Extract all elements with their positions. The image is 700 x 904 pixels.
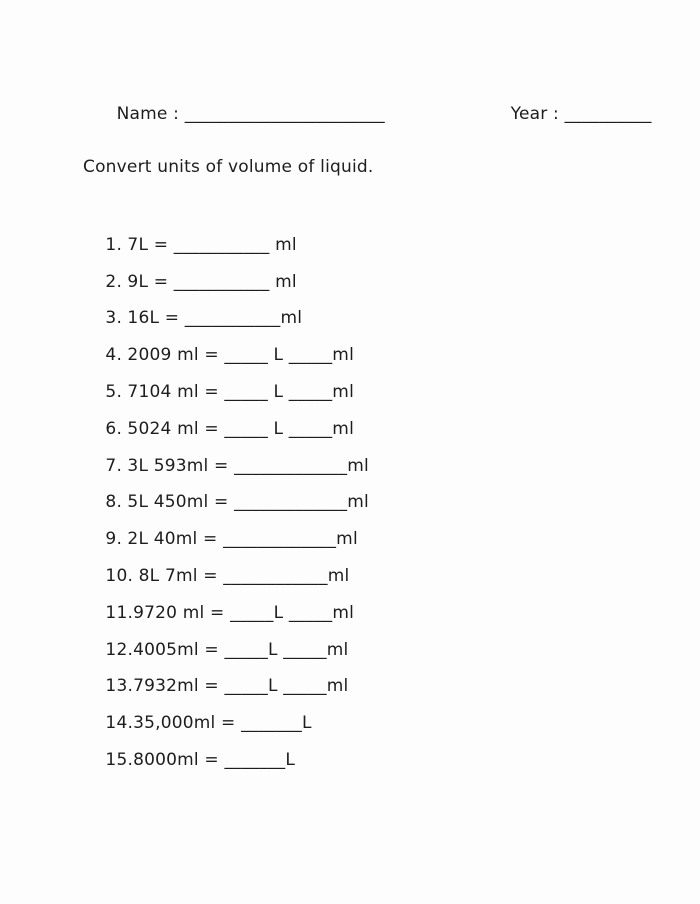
header-row (0, 84, 700, 124)
question-text: 7104 ml = _____ L _____ml (127, 381, 354, 402)
question-number: 5. (105, 381, 123, 402)
question-row (83, 190, 643, 255)
question-text: 9720 ml = _____L _____ml (133, 602, 355, 623)
question-number: 9. (105, 529, 123, 550)
name-label: Name : (116, 104, 185, 124)
question-number: 13. (105, 676, 134, 697)
question-number: 7. (105, 455, 123, 476)
question-text: 7932ml = _____L _____ml (133, 676, 349, 697)
year-blank-line: __________ (564, 104, 652, 124)
question-list (83, 190, 643, 770)
question-number: 10. (105, 565, 134, 586)
question-number: 4. (105, 345, 123, 366)
question-number: 11. (105, 602, 134, 623)
year-label: Year : (510, 104, 565, 124)
question-number: 3. (105, 308, 123, 329)
question-text: 9L = ___________ ml (127, 271, 297, 292)
question-number: 8. (105, 492, 123, 513)
name-field (83, 84, 385, 144)
question-text: 8L 7ml = ____________ml (133, 565, 350, 586)
year-field (477, 84, 652, 144)
question-text: 16L = ___________ml (127, 308, 303, 329)
question-number: 12. (105, 639, 134, 660)
question-number: 15. (105, 749, 134, 770)
question-text: 2009 ml = _____ L _____ml (127, 345, 354, 366)
question-text: 7L = ___________ ml (127, 234, 297, 255)
worksheet-title: Convert units of volume of liquid. (83, 157, 374, 177)
question-text: 2L 40ml = _____________ml (127, 529, 358, 550)
question-text: 5L 450ml = _____________ml (127, 492, 369, 513)
question-text: 3L 593ml = _____________ml (127, 455, 369, 476)
question-number: 6. (105, 418, 123, 439)
question-text: 4005ml = _____L _____ml (133, 639, 349, 660)
question-text: 35,000ml = _______L (133, 713, 312, 734)
question-number: 14. (105, 713, 134, 734)
question-text: 8000ml = _______L (133, 749, 296, 770)
name-blank-line: _______________________ (184, 104, 385, 124)
question-number: 2. (105, 271, 123, 292)
question-text: 5024 ml = _____ L _____ml (127, 418, 354, 439)
question-number: 1. (105, 234, 123, 255)
